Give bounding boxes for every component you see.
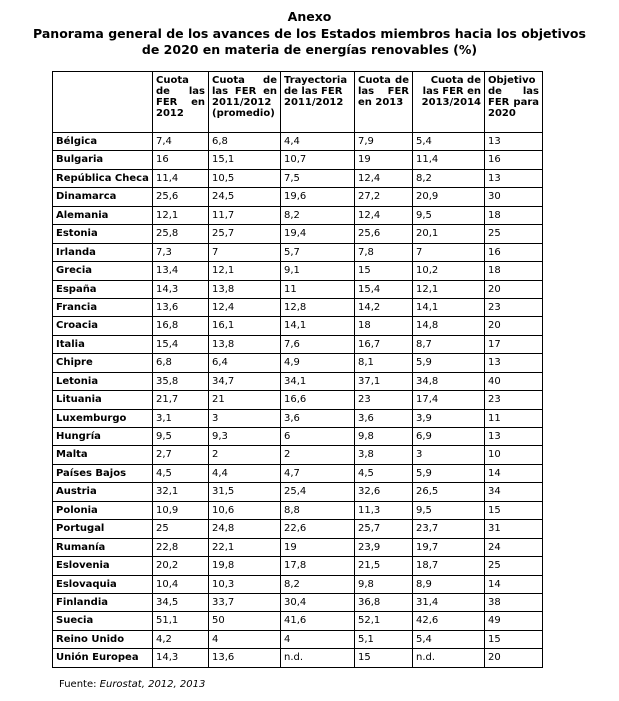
value-cell: 34,1 [281, 372, 355, 390]
value-cell: 25 [485, 225, 543, 243]
value-cell: 13,8 [209, 280, 281, 298]
table-row [53, 169, 543, 187]
value-cell: 10,5 [209, 169, 281, 187]
country-cell: Reino Unido [53, 630, 153, 648]
country-cell: Letonia [53, 372, 153, 390]
value-cell: 26,5 [413, 483, 485, 501]
value-cell: 30,4 [281, 593, 355, 611]
table-row [53, 243, 543, 261]
country-cell: Países Bajos [53, 464, 153, 482]
value-cell: 38 [485, 593, 543, 611]
country-cell: Austria [53, 483, 153, 501]
value-cell: 7,9 [355, 133, 413, 151]
value-cell: 34,8 [413, 372, 485, 390]
value-cell: 2 [281, 446, 355, 464]
value-cell: 8,2 [281, 575, 355, 593]
table-row [53, 372, 543, 390]
value-cell: 10,2 [413, 262, 485, 280]
value-cell: 4,7 [281, 464, 355, 482]
value-cell: 16,1 [209, 317, 281, 335]
table-row [53, 225, 543, 243]
country-cell: Suecia [53, 612, 153, 630]
value-cell: 3,6 [281, 409, 355, 427]
value-cell: 3,1 [153, 409, 209, 427]
value-cell: 11,7 [209, 206, 281, 224]
value-cell: 10 [485, 446, 543, 464]
value-cell: 25,8 [153, 225, 209, 243]
value-cell: 25,4 [281, 483, 355, 501]
country-cell: Francia [53, 298, 153, 316]
value-cell: 10,4 [153, 575, 209, 593]
table-row [53, 206, 543, 224]
value-cell: 3 [209, 409, 281, 427]
value-cell: 10,9 [153, 501, 209, 519]
table-row [53, 557, 543, 575]
value-cell: 13,8 [209, 335, 281, 353]
value-cell: 3,6 [355, 409, 413, 427]
value-cell: 15,4 [355, 280, 413, 298]
value-cell: 20 [485, 649, 543, 667]
value-cell: 5,1 [355, 630, 413, 648]
table-row [53, 428, 543, 446]
value-cell: 14,1 [281, 317, 355, 335]
source-note [59, 679, 205, 690]
value-cell: 12,1 [413, 280, 485, 298]
value-cell: 14,1 [413, 298, 485, 316]
table-row [53, 280, 543, 298]
country-cell: Portugal [53, 520, 153, 538]
table-row [53, 575, 543, 593]
value-cell: 19,8 [209, 557, 281, 575]
value-cell: 15 [485, 501, 543, 519]
value-cell: 11,4 [153, 169, 209, 187]
value-cell: 11,3 [355, 501, 413, 519]
value-cell: 21,7 [153, 391, 209, 409]
value-cell: 16 [485, 243, 543, 261]
value-cell: 13 [485, 169, 543, 187]
column-header-share-2011-2012-average: Cuota de las FER en 2011/2012 (promedio) [209, 72, 281, 133]
value-cell: 9,5 [413, 501, 485, 519]
value-cell: 9,8 [355, 428, 413, 446]
country-cell: Lituania [53, 391, 153, 409]
value-cell: 21 [209, 391, 281, 409]
country-cell: Irlanda [53, 243, 153, 261]
value-cell: 3 [413, 446, 485, 464]
value-cell: 31 [485, 520, 543, 538]
table-row [53, 649, 543, 667]
table-row [53, 409, 543, 427]
value-cell: 8,9 [413, 575, 485, 593]
table-row [53, 151, 543, 169]
value-cell: 25 [153, 520, 209, 538]
value-cell: 8,8 [281, 501, 355, 519]
value-cell: 13,4 [153, 262, 209, 280]
country-cell: Alemania [53, 206, 153, 224]
value-cell: n.d. [281, 649, 355, 667]
value-cell: 34,5 [153, 593, 209, 611]
value-cell: 7,8 [355, 243, 413, 261]
value-cell: 8,7 [413, 335, 485, 353]
value-cell: 25 [485, 557, 543, 575]
country-cell: Unión Europea [53, 649, 153, 667]
table-row [53, 612, 543, 630]
value-cell: 41,6 [281, 612, 355, 630]
value-cell: 15 [485, 630, 543, 648]
value-cell: 23,7 [413, 520, 485, 538]
value-cell: 20,2 [153, 557, 209, 575]
table-row [53, 501, 543, 519]
value-cell: 12,1 [153, 206, 209, 224]
value-cell: 9,1 [281, 262, 355, 280]
value-cell: 42,6 [413, 612, 485, 630]
value-cell: 7 [209, 243, 281, 261]
value-cell: 18,7 [413, 557, 485, 575]
value-cell: 24 [485, 538, 543, 556]
value-cell: 4,9 [281, 354, 355, 372]
value-cell: 40 [485, 372, 543, 390]
value-cell: 13 [485, 354, 543, 372]
value-cell: 9,3 [209, 428, 281, 446]
source-text: Eurostat, 2012, 2013 [99, 679, 206, 690]
value-cell: 18 [355, 317, 413, 335]
table-caption-line-2: de 2020 en materia de energías renovables (%) [141, 42, 478, 57]
value-cell: 14,3 [153, 280, 209, 298]
value-cell: 4,2 [153, 630, 209, 648]
column-header-share-2012: Cuota de las FER en 2012 [153, 72, 209, 133]
value-cell: 23,9 [355, 538, 413, 556]
column-header-trajectory-2011-2012: Trayectoria de las FER 2011/2012 [281, 72, 355, 133]
country-cell: Finlandia [53, 593, 153, 611]
value-cell: 14 [485, 464, 543, 482]
country-cell: Bulgaria [53, 151, 153, 169]
table-row [53, 335, 543, 353]
value-cell: 50 [209, 612, 281, 630]
value-cell: 52,1 [355, 612, 413, 630]
value-cell: 7,3 [153, 243, 209, 261]
value-cell: 10,7 [281, 151, 355, 169]
value-cell: 20 [485, 280, 543, 298]
value-cell: 6,8 [153, 354, 209, 372]
value-cell: 8,1 [355, 354, 413, 372]
table-row [53, 317, 543, 335]
value-cell: 11 [281, 280, 355, 298]
table-row [53, 593, 543, 611]
value-cell: 30 [485, 188, 543, 206]
value-cell: 13,6 [153, 298, 209, 316]
value-cell: 3,8 [355, 446, 413, 464]
table-caption-line-1: Panorama general de los avances de los Estados miembros hacia los objetivos [33, 26, 586, 41]
country-cell: Eslovaquia [53, 575, 153, 593]
value-cell: 27,2 [355, 188, 413, 206]
value-cell: 32,1 [153, 483, 209, 501]
value-cell: 37,1 [355, 372, 413, 390]
country-cell: Luxemburgo [53, 409, 153, 427]
table-row [53, 354, 543, 372]
value-cell: 3,9 [413, 409, 485, 427]
value-cell: 12,8 [281, 298, 355, 316]
value-cell: 5,9 [413, 464, 485, 482]
value-cell: 16,8 [153, 317, 209, 335]
table-row [53, 630, 543, 648]
value-cell: 23 [485, 298, 543, 316]
table-row [53, 538, 543, 556]
value-cell: 7,6 [281, 335, 355, 353]
column-header-share-2013: Cuota de las FER en 2013 [355, 72, 413, 133]
value-cell: 4,4 [281, 133, 355, 151]
country-cell: Chipre [53, 354, 153, 372]
value-cell: 34 [485, 483, 543, 501]
value-cell: 2,7 [153, 446, 209, 464]
value-cell: 10,3 [209, 575, 281, 593]
column-header-share-2013-2014: Cuota de las FER en 2013/2014 [413, 72, 485, 133]
table-row [53, 464, 543, 482]
column-header-country [53, 72, 153, 133]
table-row [53, 520, 543, 538]
source-label: Fuente: [59, 679, 100, 690]
value-cell: 2 [209, 446, 281, 464]
value-cell: n.d. [413, 649, 485, 667]
value-cell: 31,5 [209, 483, 281, 501]
value-cell: 7,5 [281, 169, 355, 187]
value-cell: 13,6 [209, 649, 281, 667]
value-cell: 21,5 [355, 557, 413, 575]
value-cell: 25,7 [355, 520, 413, 538]
value-cell: 9,8 [355, 575, 413, 593]
value-cell: 19,6 [281, 188, 355, 206]
value-cell: 14,3 [153, 649, 209, 667]
country-cell: Dinamarca [53, 188, 153, 206]
table-row [53, 446, 543, 464]
country-cell: Bélgica [53, 133, 153, 151]
country-cell: Eslovenia [53, 557, 153, 575]
table-row [53, 262, 543, 280]
value-cell: 49 [485, 612, 543, 630]
value-cell: 16,6 [281, 391, 355, 409]
country-cell: Polonia [53, 501, 153, 519]
value-cell: 12,4 [355, 169, 413, 187]
value-cell: 14,8 [413, 317, 485, 335]
value-cell: 15,4 [153, 335, 209, 353]
value-cell: 20,9 [413, 188, 485, 206]
value-cell: 22,8 [153, 538, 209, 556]
value-cell: 6,9 [413, 428, 485, 446]
value-cell: 4,5 [355, 464, 413, 482]
value-cell: 24,5 [209, 188, 281, 206]
value-cell: 15 [355, 649, 413, 667]
country-cell: República Checa [53, 169, 153, 187]
value-cell: 7 [413, 243, 485, 261]
value-cell: 25,6 [355, 225, 413, 243]
value-cell: 33,7 [209, 593, 281, 611]
value-cell: 22,1 [209, 538, 281, 556]
value-cell: 8,2 [281, 206, 355, 224]
value-cell: 35,8 [153, 372, 209, 390]
value-cell: 16,7 [355, 335, 413, 353]
value-cell: 20,1 [413, 225, 485, 243]
value-cell: 6,8 [209, 133, 281, 151]
value-cell: 34,7 [209, 372, 281, 390]
value-cell: 15,1 [209, 151, 281, 169]
value-cell: 12,4 [355, 206, 413, 224]
value-cell: 5,9 [413, 354, 485, 372]
table-row [53, 298, 543, 316]
value-cell: 19 [281, 538, 355, 556]
value-cell: 6,4 [209, 354, 281, 372]
country-cell: Croacia [53, 317, 153, 335]
value-cell: 10,6 [209, 501, 281, 519]
table-row [53, 391, 543, 409]
value-cell: 22,6 [281, 520, 355, 538]
value-cell: 23 [485, 391, 543, 409]
table-row [53, 483, 543, 501]
table-row [53, 188, 543, 206]
table-header-row [53, 72, 543, 133]
value-cell: 8,2 [413, 169, 485, 187]
value-cell: 9,5 [153, 428, 209, 446]
column-header-target-2020: Objetivo de las FER para 2020 [485, 72, 543, 133]
value-cell: 17,4 [413, 391, 485, 409]
value-cell: 17,8 [281, 557, 355, 575]
value-cell: 4 [209, 630, 281, 648]
value-cell: 5,4 [413, 133, 485, 151]
country-cell: Rumanía [53, 538, 153, 556]
value-cell: 5,4 [413, 630, 485, 648]
value-cell: 15 [355, 262, 413, 280]
value-cell: 9,5 [413, 206, 485, 224]
country-cell: Estonia [53, 225, 153, 243]
value-cell: 17 [485, 335, 543, 353]
value-cell: 31,4 [413, 593, 485, 611]
country-cell: Malta [53, 446, 153, 464]
value-cell: 20 [485, 317, 543, 335]
country-cell: Grecia [53, 262, 153, 280]
value-cell: 16 [485, 151, 543, 169]
value-cell: 13 [485, 133, 543, 151]
value-cell: 5,7 [281, 243, 355, 261]
value-cell: 25,6 [153, 188, 209, 206]
value-cell: 19,4 [281, 225, 355, 243]
value-cell: 13 [485, 428, 543, 446]
value-cell: 23 [355, 391, 413, 409]
value-cell: 4,4 [209, 464, 281, 482]
value-cell: 7,4 [153, 133, 209, 151]
value-cell: 19 [355, 151, 413, 169]
value-cell: 19,7 [413, 538, 485, 556]
value-cell: 12,1 [209, 262, 281, 280]
value-cell: 4,5 [153, 464, 209, 482]
country-cell: España [53, 280, 153, 298]
value-cell: 16 [153, 151, 209, 169]
value-cell: 18 [485, 206, 543, 224]
value-cell: 25,7 [209, 225, 281, 243]
country-cell: Hungría [53, 428, 153, 446]
value-cell: 6 [281, 428, 355, 446]
value-cell: 51,1 [153, 612, 209, 630]
value-cell: 11,4 [413, 151, 485, 169]
page-title: Anexo [287, 9, 332, 24]
value-cell: 18 [485, 262, 543, 280]
table-body [53, 133, 543, 668]
value-cell: 14 [485, 575, 543, 593]
table-row [53, 133, 543, 151]
value-cell: 11 [485, 409, 543, 427]
value-cell: 4 [281, 630, 355, 648]
value-cell: 12,4 [209, 298, 281, 316]
country-cell: Italia [53, 335, 153, 353]
renewable-energy-table [52, 71, 543, 668]
value-cell: 32,6 [355, 483, 413, 501]
value-cell: 14,2 [355, 298, 413, 316]
value-cell: 24,8 [209, 520, 281, 538]
value-cell: 36,8 [355, 593, 413, 611]
